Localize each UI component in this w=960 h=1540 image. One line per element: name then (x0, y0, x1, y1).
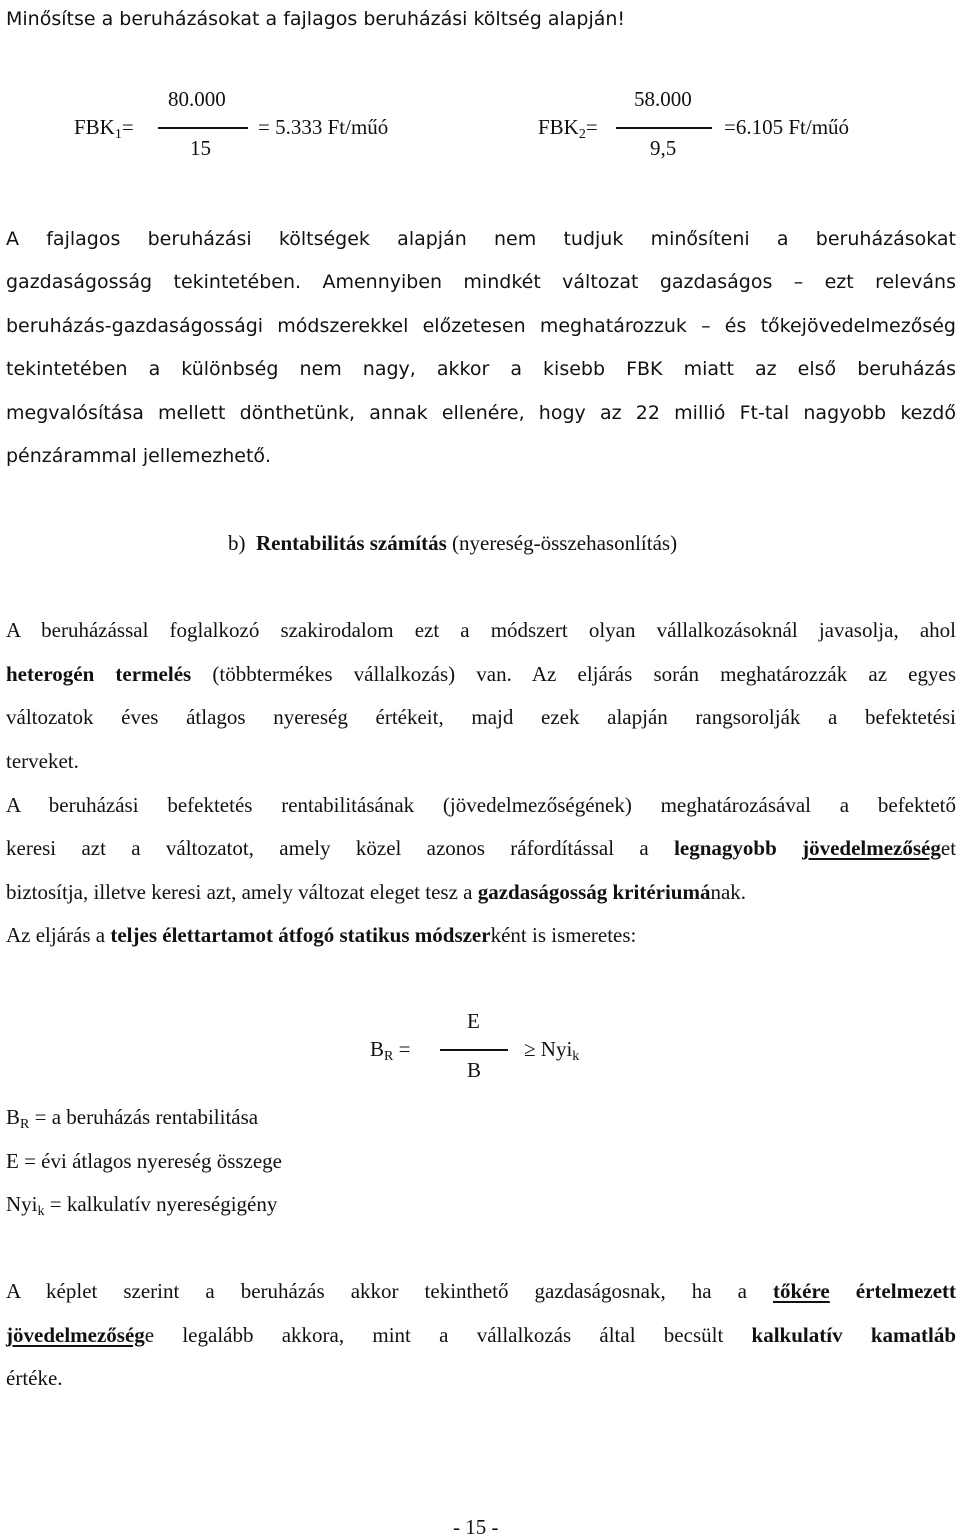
formula1-fraction-bar (158, 127, 248, 129)
p1-line-2: gazdaságosság tekintetében. Amennyiben mindkét változat gazdaságos – ezt releváns (6, 271, 956, 293)
formula1-result: = 5.333 Ft/műó (258, 115, 389, 139)
p1-line-6: pénzárammal jellemezhető. (6, 445, 272, 467)
p3-line-3: biztosítja, illetve keresi azt, amely változat eleget tesz a gazdaságosság kritériumának. (6, 880, 747, 904)
p2-line-1: A beruházással foglalkozó szakirodalom ezt a módszert olyan vállalkozásoknál javasolja, ahol (6, 618, 956, 642)
p1-line-3: beruházás-gazdaságossági módszerekkel előzetesen meghatározzuk – és tőkejövedelmezőség (6, 315, 956, 337)
definition-item: E = évi átlagos nyereség összege (6, 1149, 282, 1173)
p2-line-3: változatok éves átlagos nyereség értékeit, majd ezek alapján rangsorolják a befektetési (6, 705, 956, 729)
p2-line-4: terveket. (6, 749, 79, 773)
definition-item: $B_R = a$ beruházás rentabilitása (6, 1105, 259, 1132)
p2-line-2: heterogén termelés (többtermékes vállalkozás) van. Az eljárás során meghatározzák az egyes (6, 662, 956, 686)
definition-item: Nyi$_k$ = kalkulatív nyereségigény (6, 1192, 278, 1219)
section-b-subtitle: (nyereség-összehasonlítás) (452, 531, 678, 555)
p4-line-3: értéke. (6, 1366, 63, 1390)
p3-line-1: A beruházási befektetés rentabilitásának (jövedelmezőségének) meghatározásával a befektető (6, 793, 956, 817)
formula3-lhs: $B_R$ = (370, 1037, 411, 1064)
formula1-numerator: 80.000 (168, 87, 226, 111)
p4-line-2: jövedelmezősége legalább akkora, mint a vállalkozás által becsült kalkulatív kamatláb (6, 1323, 956, 1347)
formula3-fraction-bar (440, 1049, 508, 1051)
formula2-result: =6.105 Ft/műó (724, 115, 850, 139)
formula2-denominator: 9,5 (650, 136, 677, 160)
formula2-fraction-bar (616, 127, 712, 129)
formula3-comparison: ≥ Nyi$_k$ (524, 1037, 580, 1064)
section-b-letter: b) (228, 531, 246, 555)
formula3-denominator: B (467, 1058, 482, 1082)
formula1-lhs: $FBK_1=$ (74, 115, 134, 142)
page-number: - 15 - (453, 1515, 499, 1539)
section-b-title: Rentabilitás számítás (256, 531, 447, 555)
p3-line-2: keresi azt a változatot, amely közel azonos ráfordítással a legnagyobb jövedelmezőséget (6, 836, 957, 860)
section-b-heading (228, 530, 677, 556)
p3-line-4: Az eljárás a teljes élettartamot átfogó statikus módszerként is ismeretes: (6, 923, 637, 947)
intro-sentence: Minősítse a beruházásokat a fajlagos beruházási költség alapján! (6, 8, 626, 30)
p4-line-1: A képlet szerint a beruházás akkor tekinthető gazdaságosnak, ha a tőkére értelmezett (6, 1279, 957, 1303)
formula1-denominator: 15 (190, 136, 211, 160)
formula2-numerator: 58.000 (634, 87, 692, 111)
formula3-numerator: E (467, 1009, 480, 1033)
p1-line-4: tekintetében a különbség nem nagy, akkor a kisebb FBK miatt az első beruházás (6, 358, 956, 380)
formula2-lhs: $FBK_2=$ (538, 115, 598, 142)
p1-line-1: A fajlagos beruházási költségek alapján nem tudjuk minősíteni a beruházásokat (6, 228, 956, 250)
p1-line-5: megvalósítása mellett dönthetünk, annak ellenére, hogy az 22 millió Ft-tal nagyobb kezdő (6, 402, 956, 424)
